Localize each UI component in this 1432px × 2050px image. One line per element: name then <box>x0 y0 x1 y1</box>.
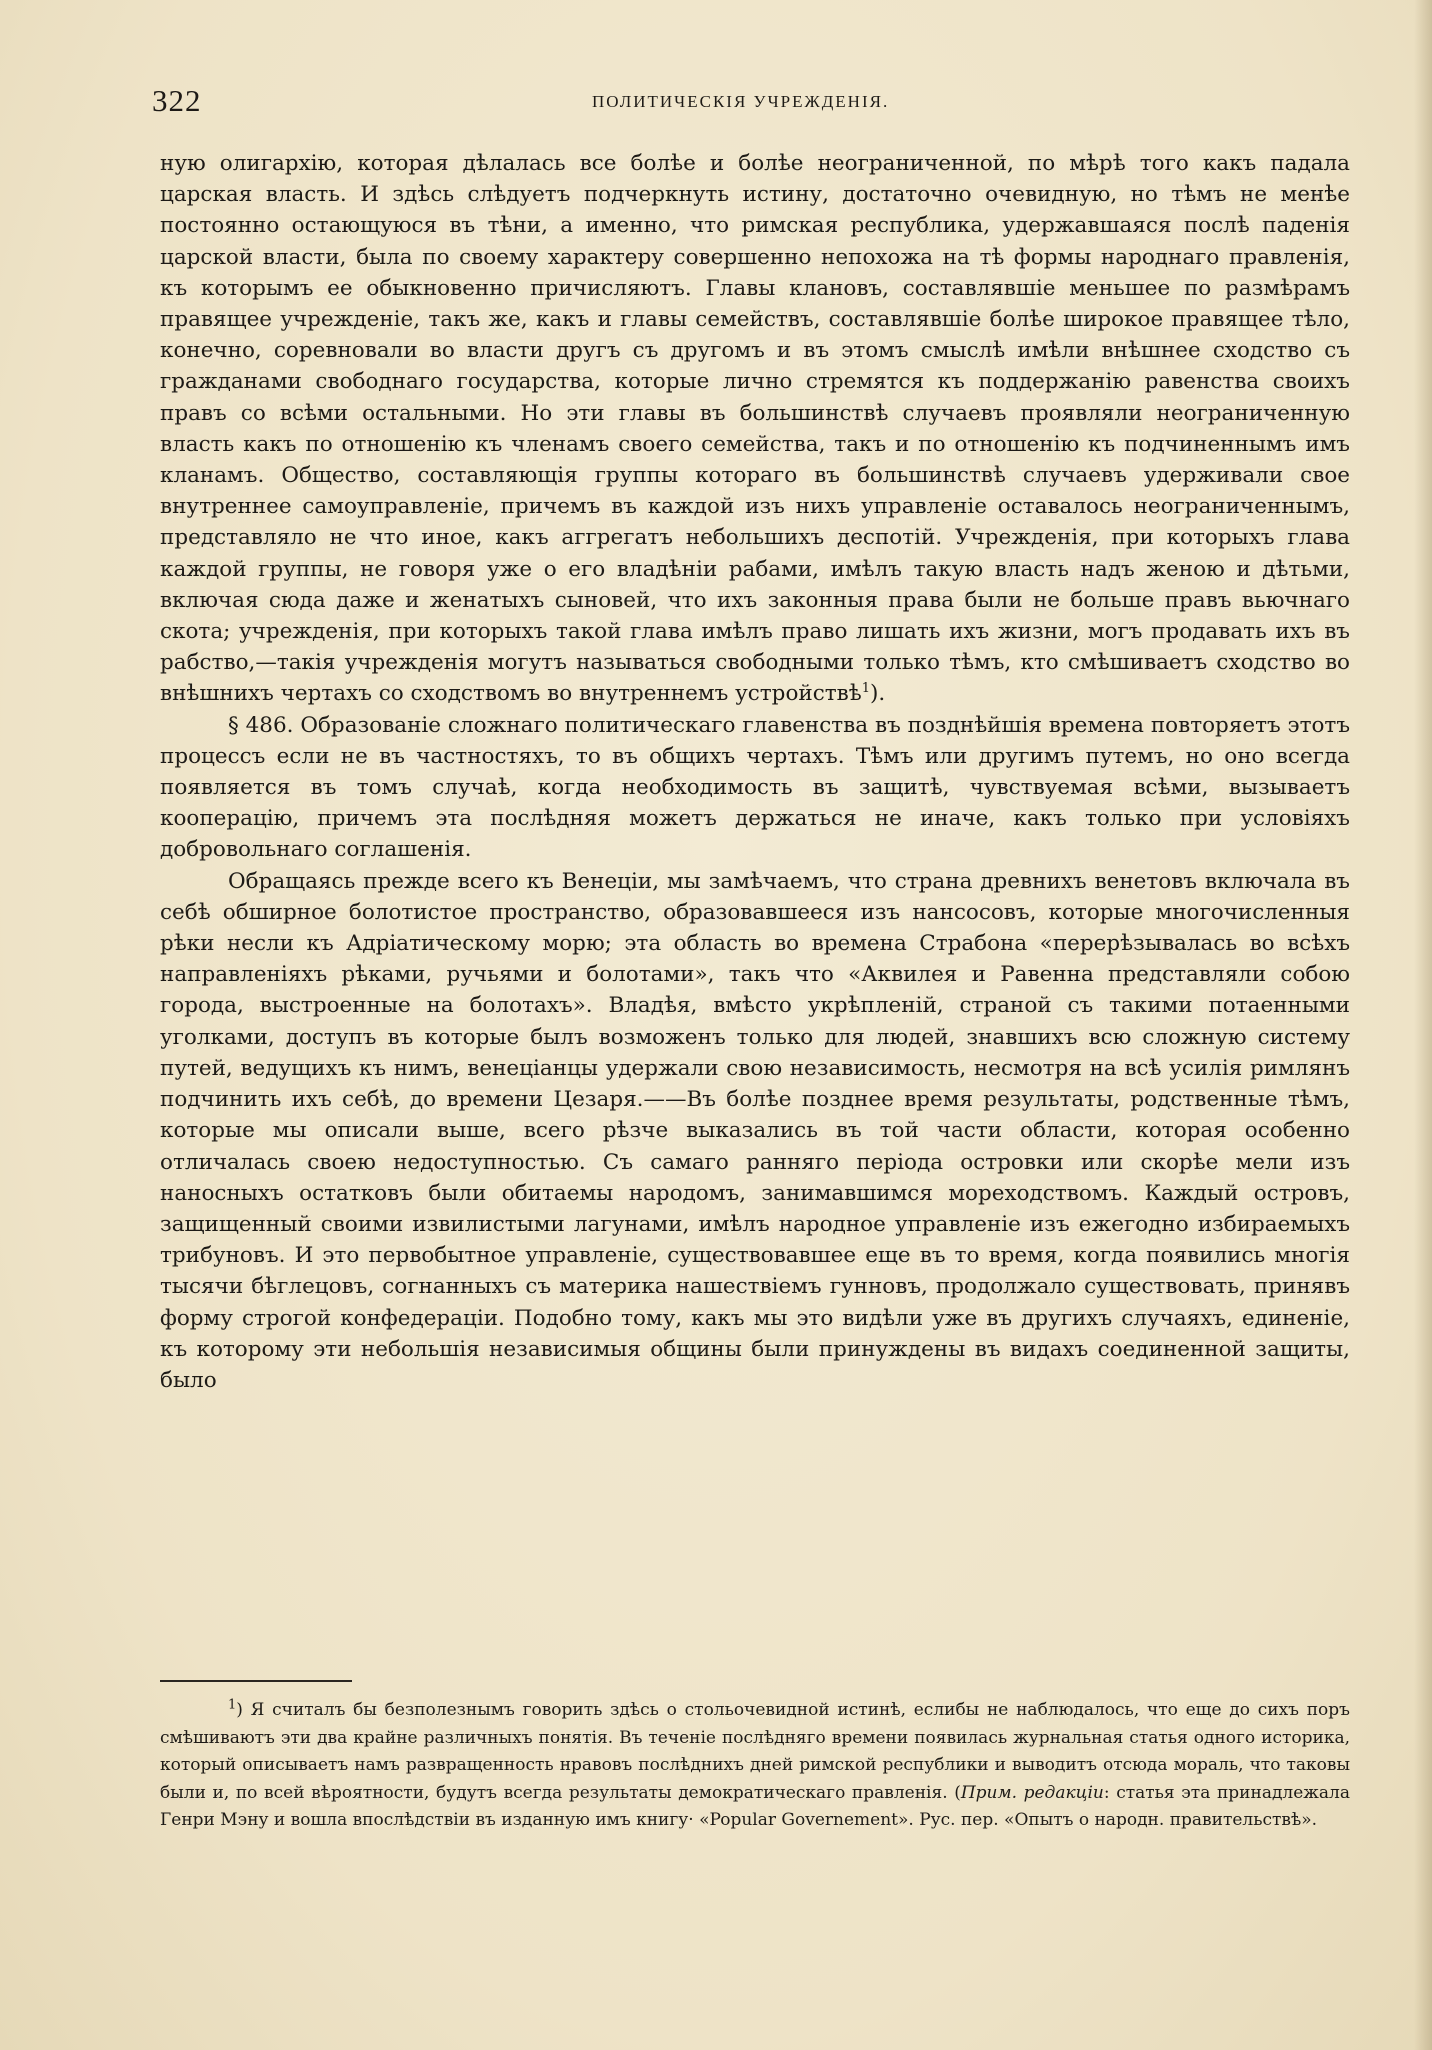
footnote <box>160 1697 1350 1835</box>
footnote-divider <box>160 1680 352 1682</box>
footnote-marker: 1 <box>228 1697 237 1713</box>
page-edge-shadow <box>1414 0 1432 2050</box>
footnote-text-before: ) Я считалъ бы безполезнымъ говорить здѣсь о стольочевидной истинѣ, еслибы не наблюдалось, что еще до сихъ поръ смѣшиваютъ эти два крайне различныхъ понятія. Въ теченіе послѣдняго времени появилась журнальная статья одного историка, который описываетъ намъ развращенность нравовъ послѣднихъ дней римской республики и выводитъ отсюда мораль, что таковы были и, по всей вѣроятности, будутъ всегда результаты демократическаго правленія. ( <box>160 1700 1350 1803</box>
paragraph-3: Обращаясь прежде всего къ Венеціи, мы замѣчаемъ, что страна древнихъ венетовъ включала въ себѣ обширное болотистое пространство, образовавшееся изъ нансосовъ, которые многочисленныя рѣки несли къ Адріатическому морю; эта область во времена Страбона «перерѣзывалась во всѣхъ направленіяхъ рѣками, ручьями и болотами», такъ что «Аквилея и Равенна представляли собою города, выстроенные на болотахъ». Владѣя, вмѣсто укрѣпленій, страной съ такими потаенными уголками, доступъ въ которые былъ возможенъ только для людей, знавшихъ всю сложную систему путей, ведущихъ къ нимъ, венеціанцы удержали свою независимость, несмотря на всѣ усилія римлянъ подчинить ихъ себѣ, до времени Цезаря.——Въ болѣе позднее время результаты, родственные тѣмъ, которые мы описали выше, всего рѣзче выказались въ той части области, которая особенно отличалась своею недоступностью. Съ самаго ранняго періода островки или скорѣе мели изъ наносныхъ остатковъ были обитаемы народомъ, занимавшимся мореходствомъ. Каждый островъ, защищенный своими извилистыми лагунами, имѣлъ народное управленіе изъ ежегодно избираемыхъ трибуновъ. И это первобытное управленіе, существовавшее еще въ то время, когда появились многія тысячи бѣглецовъ, согнанныхъ съ материка нашествіемъ гунновъ, продолжало существовать, принявъ форму строгой конфедераціи. Подобно тому, какъ мы это видѣли уже въ другихъ случаяхъ, единеніе, къ которому эти небольшія независимыя общины были принуждены въ видахъ соединенной защиты, было <box>160 868 1350 1393</box>
paragraph-1-tail: ). <box>870 681 886 707</box>
footnote-text-after: : статья эта принадлежала Генри Мэну и вошла впослѣдствіи въ изданную имъ книгу· «Popular Governement». Рус. пер. «Опытъ о народн. правительствѣ». <box>160 1782 1350 1831</box>
running-title: ПОЛИТИЧЕСКІЯ УЧРЕЖДЕНІЯ. <box>592 92 890 111</box>
main-text <box>160 148 1350 1396</box>
editor-note-label: Прим. редакціи <box>960 1782 1104 1803</box>
paragraph-1-text: ную олигархію, которая дѣлалась все болѣе и болѣе неограниченной, по мѣрѣ того какъ падала царская власть. И здѣсь слѣдуетъ подчеркнуть истину, достаточно очевидную, но тѣмъ не менѣе постоянно остающуюся въ тѣни, а именно, что римская республика, удержавшаяся послѣ паденія царской власти, была по своему характеру совершенно непохожа на тѣ формы народнаго правленія, къ которымъ ее обыкновенно причисляютъ. Главы клановъ, составлявшіе меньшее по размѣрамъ правящее учрежденіе, такъ же, какъ и главы семействъ, составлявшіе болѣе широкое правящее тѣло, конечно, соревновали во власти другъ съ другомъ и въ этомъ смыслѣ имѣли внѣшнее сходство съ гражданами свободнаго государства, которые лично стремятся къ поддержанію равенства своихъ правъ со всѣми остальными. Но эти главы въ большинствѣ случаевъ проявляли неограниченную власть какъ по отношенію къ членамъ своего семейства, такъ и по отношенію къ подчиненнымъ имъ кланамъ. Общество, составляющія группы котораго въ большинствѣ случаевъ удерживали свое внутреннее самоуправленіе, причемъ въ каждой изъ нихъ управленіе оставалось неограниченнымъ, представляло не что иное, какъ аггрегатъ небольшихъ деспотій. Учрежденія, при которыхъ глава каждой группы, не говоря уже о его владѣніи рабами, имѣлъ такую власть надъ женою и дѣтьми, включая сюда даже и женатыхъ сыновей, что ихъ законныя права были не больше правъ вьючнаго скота; учрежденія, при которыхъ такой глава имѣлъ право лишать ихъ жизни, могъ продавать ихъ въ рабство,—такія учрежденія могутъ называться свободными только тѣмъ, кто смѣшиваетъ сходство во внѣшнихъ чертахъ со сходствомъ во внутреннемъ устройствѣ <box>160 151 1350 707</box>
paragraph-1 <box>160 148 1350 710</box>
paragraph-2: § 486. Образованіе сложнаго политическаго главенства въ позднѣйшія времена повторяетъ этотъ процессъ если не въ частностяхъ, то въ общихъ чертахъ. Тѣмъ или другимъ путемъ, но оно всегда появляется въ томъ случаѣ, когда необходимость въ защитѣ, чувствуемая всѣми, вызываетъ кооперацію, причемъ эта послѣдняя можетъ держаться не иначе, какъ только при условіяхъ добровольнаго соглашенія. <box>160 712 1350 863</box>
page-header <box>152 82 1352 122</box>
page-number: 322 <box>152 83 202 118</box>
footnote-reference: 1 <box>861 681 871 697</box>
